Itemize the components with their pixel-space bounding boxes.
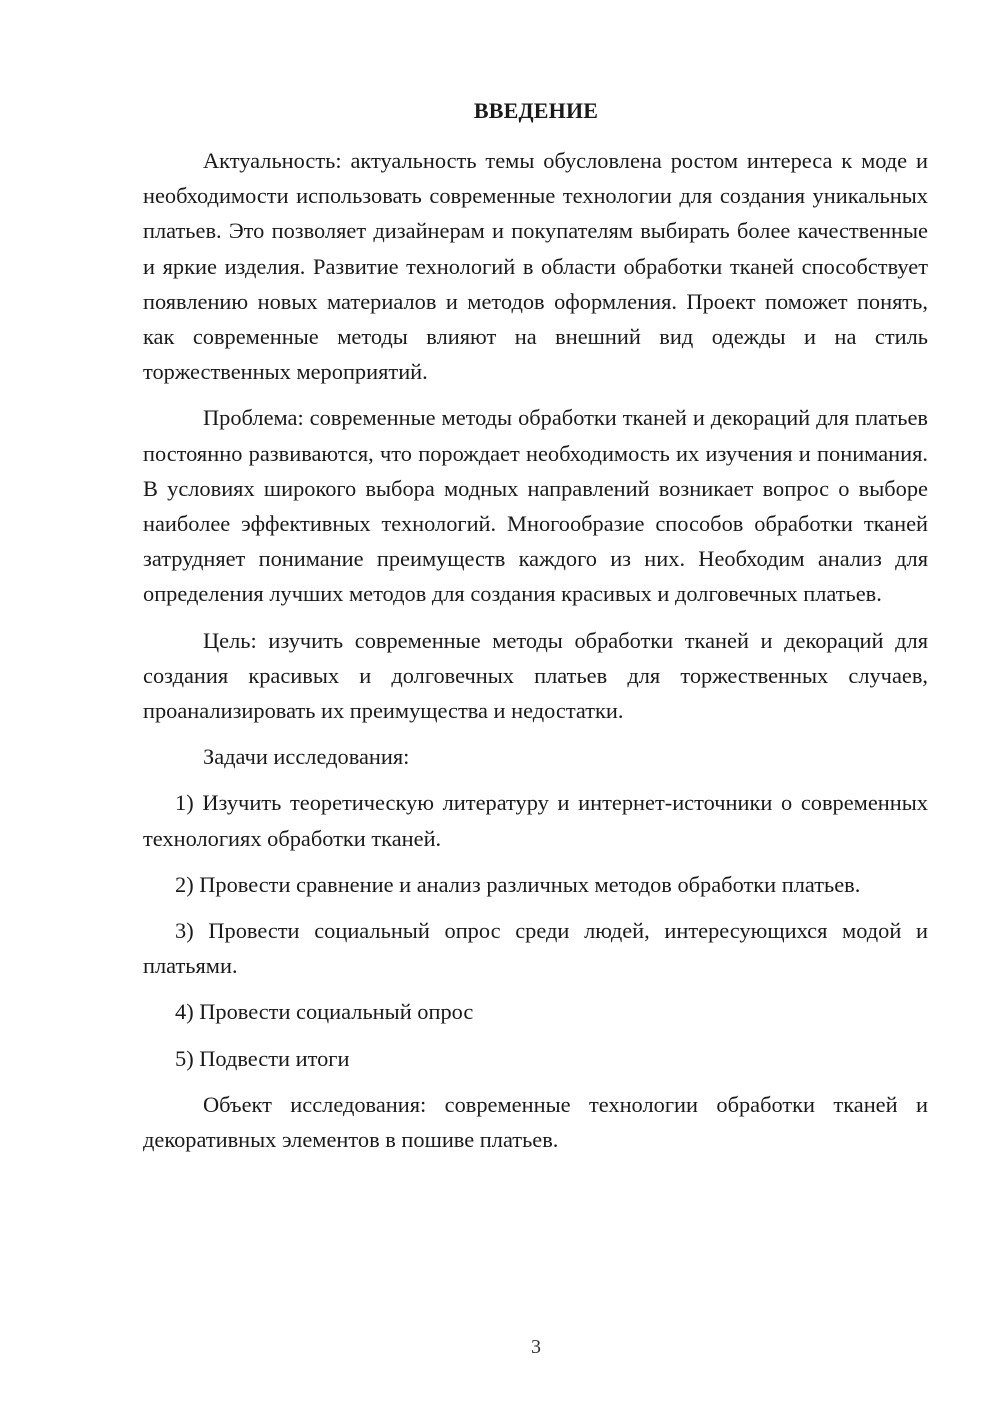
paragraph-problem: Проблема: современные методы обработки тканей и декораций для платьев постоянно развиваются, что порождает необходимость их изучения и понимания. В условиях широкого выбора модных направлений возникает вопрос о выборе наиболее эффективных технологий. Многообразие способов обработки тканей затрудняет понимание преимуществ каждого из них. Необходим анализ для определения лучших методов для создания красивых и долговечных платьев. (143, 405, 928, 607)
task-item-2: 2) Провести сравнение и анализ различных методов обработки платьев. (175, 871, 861, 897)
task-item-3: 3) Провести социальный опрос среди людей, интересующихся модой и платьями. (143, 918, 928, 979)
paragraph-tasks-heading: Задачи исследования: (203, 744, 410, 770)
paragraph-relevance: Актуальность: актуальность темы обусловлена ростом интереса к моде и необходимости использовать современные технологии для создания уникальных платьев. Это позволяет дизайнерам и покупателям выбирать более качественные и яркие изделия. Развитие технологий в области обработки тканей способствует появлению новых материалов и методов оформления. Проект поможет понять, как современные методы влияют на внешний вид одежды и на стиль торжественных мероприятий. (143, 148, 928, 385)
page-title: ВВЕДЕНИЕ (473, 98, 599, 123)
paragraph-object: Объект исследования: современные технологии обработки тканей и декоративных элементов в пошиве платьев. (143, 1091, 928, 1153)
paragraph-goal: Цель: изучить современные методы обработки тканей и декораций для создания красивых и долговечных платьев для торжественных случаев, проанализировать их преимущества и недостатки. (143, 627, 928, 724)
document-body (143, 143, 928, 1168)
page-number: 3 (531, 1336, 541, 1358)
task-item-5: 5) Подвести итоги (175, 1045, 350, 1071)
task-item-1: 1) Изучить теоретическую литературу и интернет-источники о современных технологиях обработки тканей. (143, 790, 928, 851)
task-item-4: 4) Провести социальный опрос (175, 999, 474, 1025)
